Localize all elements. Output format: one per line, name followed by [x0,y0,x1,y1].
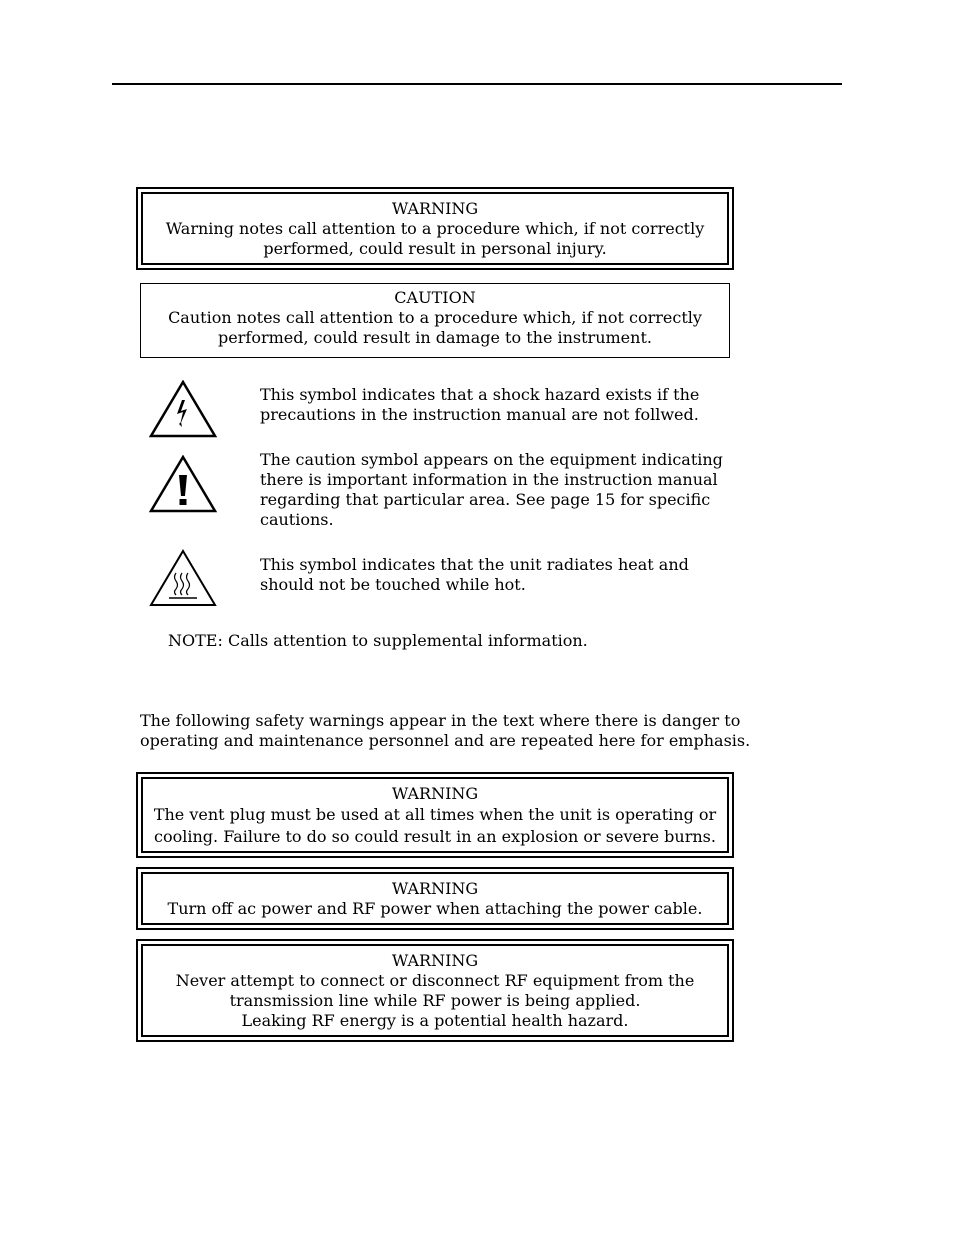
warning-text-line: performed, could result in personal injury. [263,239,607,258]
description-line: regarding that particular area. See page 15 for specific [260,490,711,509]
warning-definition-box [136,187,734,270]
warning-text-line: The vent plug must be used at all times when the unit is operating or [153,805,717,824]
warning-heading: WARNING [391,784,479,803]
caution-heading: CAUTION [394,288,476,307]
warning-text-line: transmission line while RF power is being applied. [229,991,641,1010]
note-text: NOTE: Calls attention to supplemental information. [168,631,588,650]
warning-text-line: Never attempt to connect or disconnect RF equipment from the [175,971,695,990]
paragraph-line: The following safety warnings appear in the text where there is danger to [140,711,741,730]
shock-hazard-icon [149,380,217,438]
power-cable-warning-box [136,867,734,930]
safety-intro-paragraph [140,711,750,751]
warning-box-inner [141,777,729,853]
warning-text-line: cooling. Failure to do so could result in an explosion or severe burns. [154,827,716,846]
warning-heading: WARNING [391,199,479,218]
warning-box-inner [141,872,729,925]
warning-box-inner [141,944,729,1037]
header-rule [112,83,842,85]
warning-text-line: Warning notes call attention to a procedure which, if not correctly [165,219,705,238]
caution-symbol-description [260,450,730,530]
caution-definition-box [140,283,730,358]
paragraph-line: operating and maintenance personnel and are repeated here for emphasis. [140,731,751,750]
caution-exclamation-icon [149,455,217,513]
rf-energy-warning-box [136,939,734,1042]
description-line: cautions. [260,510,334,529]
description-line: This symbol indicates that a shock hazard exists if the [260,385,700,404]
description-line: should not be touched while hot. [260,575,526,594]
warning-heading: WARNING [391,879,479,898]
description-line: This symbol indicates that the unit radiates heat and [260,555,689,574]
description-line: precautions in the instruction manual are not follwed. [260,405,699,424]
warning-text-line: Leaking RF energy is a potential health hazard. [241,1011,629,1030]
hot-surface-icon [149,549,217,607]
hot-surface-description [260,555,730,595]
description-line: there is important information in the instruction manual [260,470,718,489]
warning-text-line: Turn off ac power and RF power when attaching the power cable. [167,899,703,918]
warning-heading: WARNING [391,951,479,970]
vent-plug-warning-box [136,772,734,858]
shock-hazard-description [260,385,730,425]
warning-definition-inner [141,192,729,265]
caution-text-line: Caution notes call attention to a procedure which, if not correctly [168,308,702,327]
description-line: The caution symbol appears on the equipment indicating [260,450,723,469]
caution-text-line: performed, could result in damage to the instrument. [218,328,652,347]
